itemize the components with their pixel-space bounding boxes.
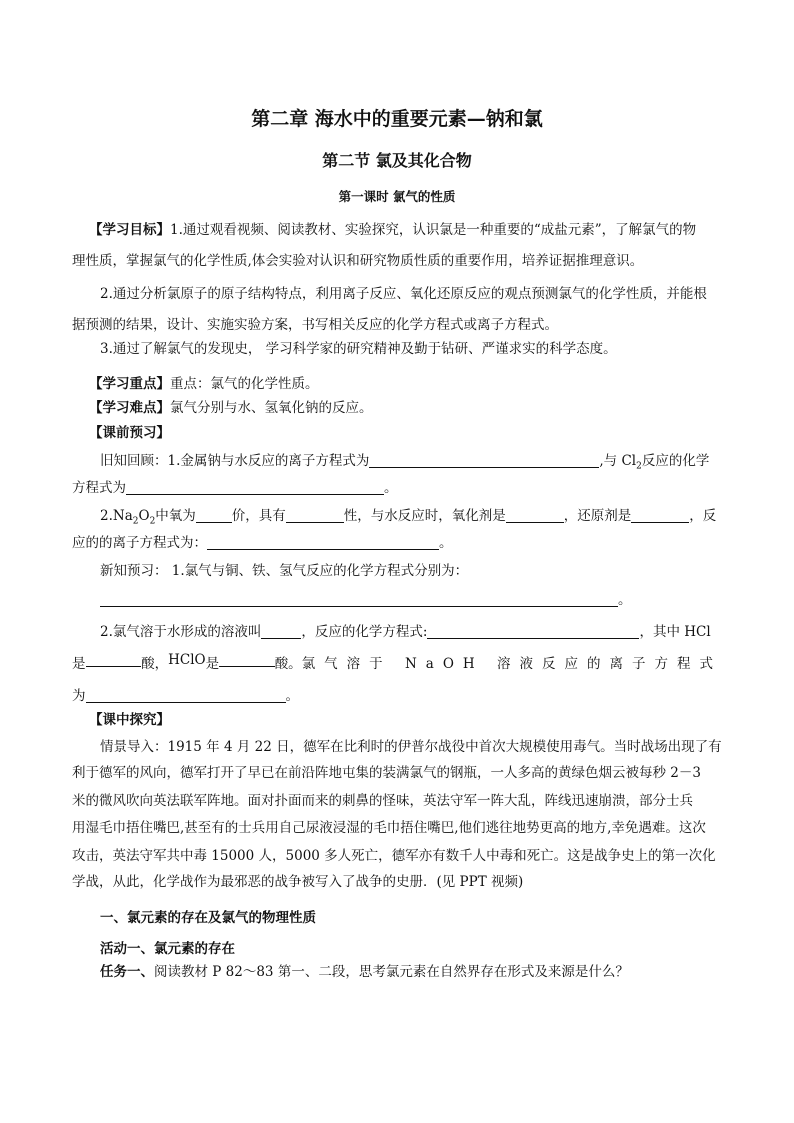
answer-blank[interactable] (261, 624, 301, 639)
n2-l2-c: HClO (168, 652, 206, 668)
q2-sub-2: 2 (149, 516, 156, 527)
q2-sub-1: 2 (132, 516, 139, 527)
n2-l2-d: 是 (205, 656, 220, 672)
key-point-tag: 【学习重点】 (89, 376, 170, 392)
n2-l2-b: 酸， (141, 656, 169, 672)
goals-tag: 【学习目标】 (89, 222, 170, 238)
q2-line2-label: 应的的离子方程式为： (72, 535, 207, 551)
goals-line-5: 3.通过了解氯气的发现史， 学习科学家的研究精神及勤于钻研、严谨求实的科学态度。 (100, 341, 617, 357)
task-text: 阅读教材 P 82～83 第一、二段，思考氯元素在自然界存在形式及来源是什么？ (154, 964, 629, 980)
n2-text-b: ，反应的化学方程式: (301, 624, 428, 640)
lesson-title: 第一课时 氯气的性质 (338, 189, 456, 204)
period: 。 (439, 535, 453, 551)
n2-text-a: 2.氯气溶于水形成的溶液叫 (100, 624, 262, 640)
difficulty-text: 氯气分别与水、氢氧化钠的反应。 (170, 400, 373, 416)
explore-tag: 【课中探究】 (89, 712, 170, 728)
n2-text-c: ，其中 HCl (639, 624, 711, 640)
n2-l2-f: 氯气溶于 NaOH 溶液反应的离子方程式 (301, 656, 722, 672)
q2-text-f: ，还原剂是 (563, 508, 632, 524)
answer-blank[interactable] (196, 508, 232, 523)
answer-blank[interactable] (286, 508, 344, 523)
q2-text-e: 性，与水反应时，氧化剂是 (343, 508, 506, 524)
activity-1: 活动一、氯元素的存在 (100, 941, 235, 957)
answer-blank[interactable] (207, 535, 439, 550)
preview-n2-line-2 (72, 652, 722, 672)
preview-old-label: 旧知回顾：1.金属钠与水反应的离子方程式为 (100, 453, 370, 469)
task-1 (100, 960, 629, 980)
explore-p3: 米的微风吹向英法联军阵地。面对扑面而来的刺鼻的怪味，英法守军一阵大乱，阵线迅速崩溃，部分士兵 (72, 793, 693, 809)
goals-text-1a: 1.通过观看视频、阅读教材、实验探究，认识氯是一种重要的“成盐元素”，了解氯气的物 (170, 222, 697, 238)
preview-q2-line-1 (100, 504, 717, 527)
preview-old-after: ,与 Cl (599, 453, 637, 469)
period: 。 (384, 480, 398, 496)
preview-n2-line-1 (100, 620, 711, 640)
answer-blank[interactable] (369, 453, 599, 468)
cl-subscript: 2 (636, 461, 642, 472)
answer-blank[interactable] (506, 508, 564, 523)
section-title: 第二节 氯及其化合物 (322, 151, 472, 170)
q2-text-d: 价，具有 (231, 508, 286, 524)
answer-blank[interactable] (631, 508, 689, 523)
explore-p5: 攻击，英法守军共中毒 15000 人，5000 多人死亡，德军亦有数千人中毒和死亡。这是战争史上的第一次化 (72, 848, 716, 864)
preview-old-line-2 (72, 476, 398, 496)
chapter-title: 第二章 海水中的重要元素—钠和氯 (251, 108, 543, 130)
key-point-text: 重点：氯气的化学性质。 (170, 376, 319, 392)
preview-old-after2: 反应的化学 (641, 453, 710, 469)
task-label: 任务一、 (100, 964, 154, 980)
preview-new-label: 新知预习： 1.氯气与铜、铁、氢气反应的化学方程式分别为： (100, 563, 469, 579)
n2-l2-e: 酸。 (274, 656, 302, 672)
preview-old-line-1 (100, 449, 710, 472)
preview-new-answer-line (100, 588, 632, 608)
answer-blank[interactable] (219, 652, 275, 667)
goals-line-3: 2.通过分析氯原子的原子结构特点，利用离子反应、氧化还原反应的观点预测氯气的化学性质，并能根 (100, 286, 707, 302)
preview-n2-line-3 (72, 684, 299, 704)
preview-q2-line-2 (72, 531, 453, 551)
explore-p6: 学战，从此，化学战作为最邪恶的战争被写入了战争的史册．(见 PPT 视频) (72, 874, 524, 890)
q2-text-g: ，反 (689, 508, 717, 524)
answer-blank[interactable] (427, 624, 639, 639)
key-point-line (89, 372, 319, 392)
q2-text-c: 中氧为 (155, 508, 196, 524)
period: 。 (285, 688, 299, 704)
n2-l2-a: 是 (72, 656, 86, 672)
goals-line-4: 据预测的结果，设计、实施实验方案，书写相关反应的化学方程式或离子方程式。 (72, 317, 558, 333)
explore-p2: 利于德军的风向，德军打开了早已在前沿阵地屯集的装满氯气的钢瓶，一人多高的黄绿色烟云被每秒 2－3 (72, 765, 701, 781)
difficulty-line (89, 396, 373, 416)
part1-heading: 一、氯元素的存在及氯气的物理性质 (100, 910, 316, 926)
answer-blank[interactable] (86, 652, 142, 667)
preview-tag: 【课前预习】 (89, 425, 170, 441)
explore-p4: 用湿毛巾捂住嘴巴,甚至有的士兵用自己尿液浸湿的毛巾捂住嘴巴,他们逃往地势更高的地方,幸免遇难。这次 (72, 820, 706, 836)
goals-line-1 (89, 218, 721, 238)
explore-p1: 情景导入：1915 年 4 月 22 日，德军在比利时的伊普尔战役中首次大规模使用毒气。当时战场出现了有 (100, 739, 722, 755)
difficulty-tag: 【学习难点】 (89, 400, 170, 416)
q2-text-a: 2.Na (100, 508, 133, 524)
q2-text-b: O (138, 508, 150, 524)
preview-old-line2-label: 方程式为 (72, 480, 126, 496)
answer-blank[interactable] (100, 592, 618, 607)
answer-blank[interactable] (126, 480, 384, 495)
n2-l3-label: 为 (72, 688, 86, 704)
period: 。 (618, 592, 632, 608)
goals-line-2: 理性质，掌握氯气的化学性质,体会实验对认识和研究物质性质的重要作用，培养证据推理意识。 (72, 253, 644, 269)
answer-blank[interactable] (86, 688, 286, 703)
